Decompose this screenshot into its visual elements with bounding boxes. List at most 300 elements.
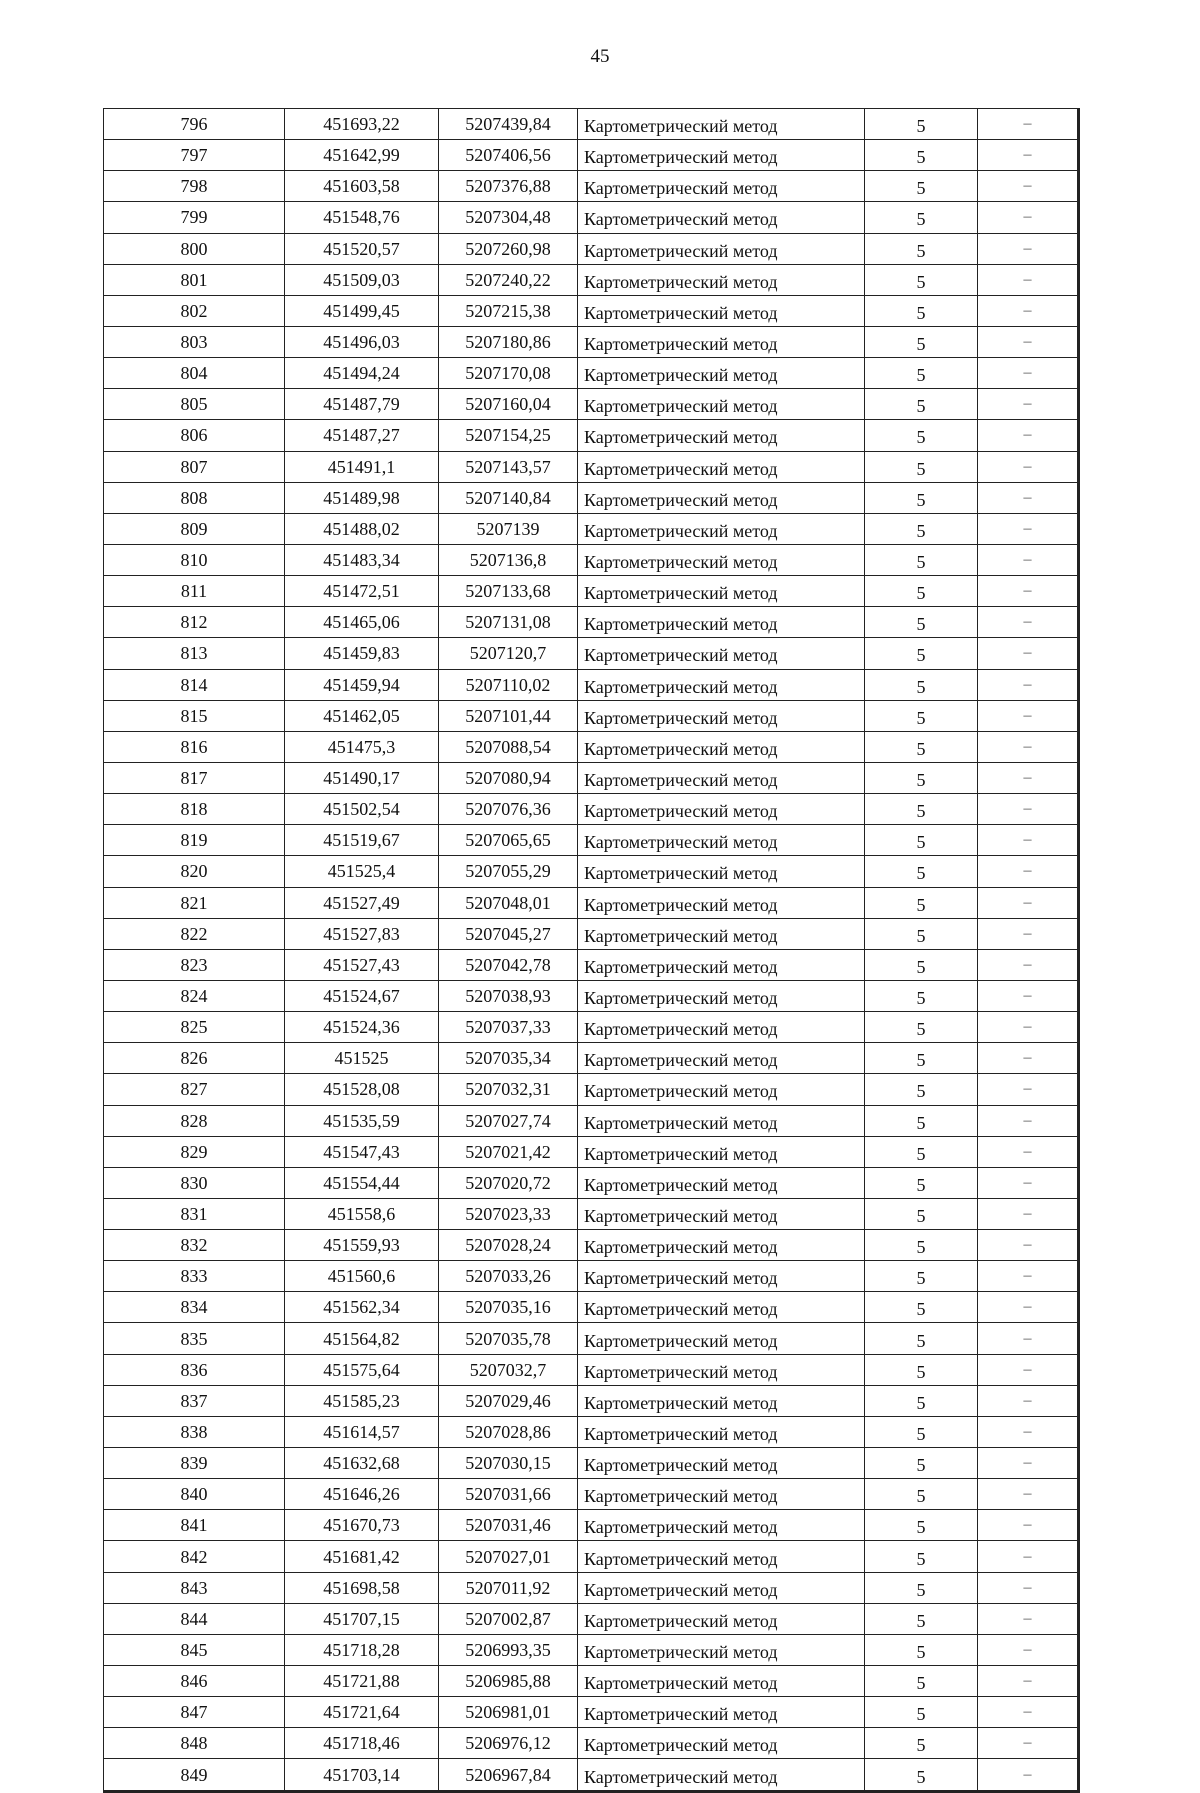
note-cell: – (978, 482, 1079, 513)
y-coordinate-cell: 5207021,42 (439, 1136, 578, 1167)
x-coordinate-cell: 451632,68 (285, 1448, 439, 1479)
point-number-cell: 835 (104, 1323, 285, 1354)
table-row (104, 856, 1079, 887)
note-cell: – (978, 1385, 1079, 1416)
note-cell: – (978, 669, 1079, 700)
x-coordinate-cell: 451564,82 (285, 1323, 439, 1354)
table-row (104, 1416, 1079, 1447)
x-coordinate-cell: 451472,51 (285, 576, 439, 607)
note-cell: – (978, 1448, 1079, 1479)
method-cell: Картометрический метод (578, 1385, 865, 1416)
point-number-cell: 829 (104, 1136, 285, 1167)
note-cell: – (978, 1167, 1079, 1198)
method-cell: Картометрический метод (578, 451, 865, 482)
y-coordinate-cell: 5207131,08 (439, 607, 578, 638)
point-number-cell: 804 (104, 358, 285, 389)
note-cell: – (978, 576, 1079, 607)
note-cell: – (978, 202, 1079, 233)
x-coordinate-cell: 451527,49 (285, 887, 439, 918)
table-row (104, 1354, 1079, 1385)
method-cell: Картометрический метод (578, 1230, 865, 1261)
point-number-cell: 810 (104, 544, 285, 575)
table-row (104, 607, 1079, 638)
point-number-cell: 811 (104, 576, 285, 607)
x-coordinate-cell: 451459,83 (285, 638, 439, 669)
note-cell: – (978, 1666, 1079, 1697)
y-coordinate-cell: 5207240,22 (439, 264, 578, 295)
point-number-cell: 805 (104, 389, 285, 420)
method-cell: Картометрический метод (578, 762, 865, 793)
accuracy-cell: 5 (865, 482, 978, 513)
note-cell: – (978, 731, 1079, 762)
table-row (104, 544, 1079, 575)
x-coordinate-cell: 451548,76 (285, 202, 439, 233)
y-coordinate-cell: 5207038,93 (439, 980, 578, 1011)
table-row (104, 1074, 1079, 1105)
accuracy-cell: 5 (865, 1510, 978, 1541)
method-cell: Картометрический метод (578, 794, 865, 825)
point-number-cell: 822 (104, 918, 285, 949)
method-cell: Картометрический метод (578, 1697, 865, 1728)
point-number-cell: 848 (104, 1728, 285, 1759)
y-coordinate-cell: 5207035,34 (439, 1043, 578, 1074)
method-cell: Картометрический метод (578, 1323, 865, 1354)
note-cell: – (978, 1292, 1079, 1323)
point-number-cell: 812 (104, 607, 285, 638)
note-cell: – (978, 1323, 1079, 1354)
y-coordinate-cell: 5207023,33 (439, 1198, 578, 1229)
accuracy-cell: 5 (865, 1572, 978, 1603)
y-coordinate-cell: 5207180,86 (439, 326, 578, 357)
accuracy-cell: 5 (865, 1634, 978, 1665)
point-number-cell: 828 (104, 1105, 285, 1136)
y-coordinate-cell: 5207133,68 (439, 576, 578, 607)
point-number-cell: 839 (104, 1448, 285, 1479)
accuracy-cell: 5 (865, 389, 978, 420)
y-coordinate-cell: 5207031,66 (439, 1479, 578, 1510)
point-number-cell: 837 (104, 1385, 285, 1416)
note-cell: – (978, 1074, 1079, 1105)
table-row (104, 1448, 1079, 1479)
note-cell: – (978, 607, 1079, 638)
y-coordinate-cell: 5207042,78 (439, 949, 578, 980)
point-number-cell: 836 (104, 1354, 285, 1385)
accuracy-cell: 5 (865, 451, 978, 482)
table-row (104, 140, 1079, 171)
point-number-cell: 803 (104, 326, 285, 357)
note-cell: – (978, 451, 1079, 482)
accuracy-cell: 5 (865, 1354, 978, 1385)
x-coordinate-cell: 451519,67 (285, 825, 439, 856)
method-cell: Картометрический метод (578, 1136, 865, 1167)
y-coordinate-cell: 5207037,33 (439, 1012, 578, 1043)
accuracy-cell: 5 (865, 1666, 978, 1697)
y-coordinate-cell: 5207028,86 (439, 1416, 578, 1447)
method-cell: Картометрический метод (578, 1167, 865, 1198)
y-coordinate-cell: 5207406,56 (439, 140, 578, 171)
method-cell: Картометрический метод (578, 326, 865, 357)
x-coordinate-cell: 451718,46 (285, 1728, 439, 1759)
x-coordinate-cell: 451502,54 (285, 794, 439, 825)
method-cell: Картометрический метод (578, 1603, 865, 1634)
note-cell: – (978, 1416, 1079, 1447)
y-coordinate-cell: 5207011,92 (439, 1572, 578, 1603)
accuracy-cell: 5 (865, 1416, 978, 1447)
point-number-cell: 798 (104, 171, 285, 202)
y-coordinate-cell: 5207160,04 (439, 389, 578, 420)
method-cell: Картометрический метод (578, 887, 865, 918)
method-cell: Картометрический метод (578, 1043, 865, 1074)
table-row (104, 1728, 1079, 1759)
note-cell: – (978, 1261, 1079, 1292)
y-coordinate-cell: 5207439,84 (439, 109, 578, 140)
note-cell: – (978, 1541, 1079, 1572)
y-coordinate-cell: 5207154,25 (439, 420, 578, 451)
accuracy-cell: 5 (865, 669, 978, 700)
table-row (104, 1167, 1079, 1198)
table-row (104, 1198, 1079, 1229)
x-coordinate-cell: 451721,88 (285, 1666, 439, 1697)
method-cell: Картометрический метод (578, 700, 865, 731)
method-cell: Картометрический метод (578, 1666, 865, 1697)
point-number-cell: 814 (104, 669, 285, 700)
x-coordinate-cell: 451489,98 (285, 482, 439, 513)
x-coordinate-cell: 451488,02 (285, 513, 439, 544)
table-row (104, 1541, 1079, 1572)
accuracy-cell: 5 (865, 1759, 978, 1791)
x-coordinate-cell: 451491,1 (285, 451, 439, 482)
table-row (104, 1666, 1079, 1697)
method-cell: Картометрический метод (578, 980, 865, 1011)
y-coordinate-cell: 5207170,08 (439, 358, 578, 389)
point-number-cell: 827 (104, 1074, 285, 1105)
table-row (104, 1230, 1079, 1261)
x-coordinate-cell: 451496,03 (285, 326, 439, 357)
x-coordinate-cell: 451459,94 (285, 669, 439, 700)
x-coordinate-cell: 451527,43 (285, 949, 439, 980)
note-cell: – (978, 1634, 1079, 1665)
table-row (104, 731, 1079, 762)
x-coordinate-cell: 451693,22 (285, 109, 439, 140)
table-row (104, 482, 1079, 513)
note-cell: – (978, 980, 1079, 1011)
table-row (104, 264, 1079, 295)
y-coordinate-cell: 5207035,16 (439, 1292, 578, 1323)
table-row (104, 576, 1079, 607)
point-number-cell: 849 (104, 1759, 285, 1791)
point-number-cell: 800 (104, 233, 285, 264)
point-number-cell: 824 (104, 980, 285, 1011)
point-number-cell: 845 (104, 1634, 285, 1665)
y-coordinate-cell: 5207002,87 (439, 1603, 578, 1634)
method-cell: Картометрический метод (578, 1261, 865, 1292)
x-coordinate-cell: 451465,06 (285, 607, 439, 638)
accuracy-cell: 5 (865, 358, 978, 389)
point-number-cell: 842 (104, 1541, 285, 1572)
x-coordinate-cell: 451483,34 (285, 544, 439, 575)
method-cell: Картометрический метод (578, 1448, 865, 1479)
x-coordinate-cell: 451527,83 (285, 918, 439, 949)
point-number-cell: 823 (104, 949, 285, 980)
note-cell: – (978, 295, 1079, 326)
table-row (104, 638, 1079, 669)
x-coordinate-cell: 451524,67 (285, 980, 439, 1011)
accuracy-cell: 5 (865, 1448, 978, 1479)
table-row (104, 1105, 1079, 1136)
table-row (104, 1043, 1079, 1074)
accuracy-cell: 5 (865, 918, 978, 949)
x-coordinate-cell: 451698,58 (285, 1572, 439, 1603)
accuracy-cell: 5 (865, 171, 978, 202)
y-coordinate-cell: 5207304,48 (439, 202, 578, 233)
note-cell: – (978, 1136, 1079, 1167)
method-cell: Картометрический метод (578, 264, 865, 295)
x-coordinate-cell: 451487,79 (285, 389, 439, 420)
accuracy-cell: 5 (865, 326, 978, 357)
note-cell: – (978, 1759, 1079, 1791)
table-row (104, 1572, 1079, 1603)
accuracy-cell: 5 (865, 264, 978, 295)
method-cell: Картометрический метод (578, 513, 865, 544)
table-row (104, 794, 1079, 825)
point-number-cell: 833 (104, 1261, 285, 1292)
x-coordinate-cell: 451520,57 (285, 233, 439, 264)
y-coordinate-cell: 5207033,26 (439, 1261, 578, 1292)
method-cell: Картометрический метод (578, 1479, 865, 1510)
table-row (104, 949, 1079, 980)
table-row (104, 887, 1079, 918)
accuracy-cell: 5 (865, 1136, 978, 1167)
note-cell: – (978, 1697, 1079, 1728)
method-cell: Картометрический метод (578, 544, 865, 575)
coordinates-table-body (104, 109, 1079, 1792)
accuracy-cell: 5 (865, 949, 978, 980)
accuracy-cell: 5 (865, 233, 978, 264)
table-row (104, 700, 1079, 731)
accuracy-cell: 5 (865, 887, 978, 918)
point-number-cell: 802 (104, 295, 285, 326)
method-cell: Картометрический метод (578, 1105, 865, 1136)
accuracy-cell: 5 (865, 1261, 978, 1292)
point-number-cell: 838 (104, 1416, 285, 1447)
accuracy-cell: 5 (865, 980, 978, 1011)
accuracy-cell: 5 (865, 202, 978, 233)
table-row (104, 451, 1079, 482)
note-cell: – (978, 762, 1079, 793)
table-row (104, 1697, 1079, 1728)
method-cell: Картометрический метод (578, 420, 865, 451)
note-cell: – (978, 1198, 1079, 1229)
x-coordinate-cell: 451681,42 (285, 1541, 439, 1572)
note-cell: – (978, 1603, 1079, 1634)
point-number-cell: 815 (104, 700, 285, 731)
method-cell: Картометрический метод (578, 638, 865, 669)
y-coordinate-cell: 5206976,12 (439, 1728, 578, 1759)
point-number-cell: 809 (104, 513, 285, 544)
y-coordinate-cell: 5207076,36 (439, 794, 578, 825)
method-cell: Картометрический метод (578, 358, 865, 389)
y-coordinate-cell: 5207101,44 (439, 700, 578, 731)
y-coordinate-cell: 5207028,24 (439, 1230, 578, 1261)
table-row (104, 1385, 1079, 1416)
y-coordinate-cell: 5206981,01 (439, 1697, 578, 1728)
x-coordinate-cell: 451670,73 (285, 1510, 439, 1541)
note-cell: – (978, 700, 1079, 731)
table-row (104, 1759, 1079, 1791)
method-cell: Картометрический метод (578, 1292, 865, 1323)
x-coordinate-cell: 451554,44 (285, 1167, 439, 1198)
table-row (104, 109, 1079, 140)
table-row (104, 389, 1079, 420)
table-row (104, 420, 1079, 451)
note-cell: – (978, 1012, 1079, 1043)
note-cell: – (978, 949, 1079, 980)
method-cell: Картометрический метод (578, 607, 865, 638)
method-cell: Картометрический метод (578, 233, 865, 264)
note-cell: – (978, 1230, 1079, 1261)
accuracy-cell: 5 (865, 856, 978, 887)
y-coordinate-cell: 5207260,98 (439, 233, 578, 264)
accuracy-cell: 5 (865, 1603, 978, 1634)
table-row (104, 1261, 1079, 1292)
point-number-cell: 821 (104, 887, 285, 918)
point-number-cell: 807 (104, 451, 285, 482)
accuracy-cell: 5 (865, 762, 978, 793)
x-coordinate-cell: 451525,4 (285, 856, 439, 887)
table-row (104, 669, 1079, 700)
accuracy-cell: 5 (865, 1012, 978, 1043)
x-coordinate-cell: 451575,64 (285, 1354, 439, 1385)
method-cell: Картометрический метод (578, 202, 865, 233)
y-coordinate-cell: 5206985,88 (439, 1666, 578, 1697)
table-row (104, 358, 1079, 389)
y-coordinate-cell: 5207027,01 (439, 1541, 578, 1572)
note-cell: – (978, 638, 1079, 669)
note-cell: – (978, 326, 1079, 357)
note-cell: – (978, 825, 1079, 856)
method-cell: Картометрический метод (578, 918, 865, 949)
note-cell: – (978, 1354, 1079, 1385)
x-coordinate-cell: 451524,36 (285, 1012, 439, 1043)
method-cell: Картометрический метод (578, 1198, 865, 1229)
table-row (104, 1603, 1079, 1634)
x-coordinate-cell: 451585,23 (285, 1385, 439, 1416)
point-number-cell: 847 (104, 1697, 285, 1728)
table-row (104, 295, 1079, 326)
note-cell: – (978, 109, 1079, 140)
point-number-cell: 844 (104, 1603, 285, 1634)
x-coordinate-cell: 451703,14 (285, 1759, 439, 1791)
table-row (104, 762, 1079, 793)
y-coordinate-cell: 5207048,01 (439, 887, 578, 918)
note-cell: – (978, 389, 1079, 420)
accuracy-cell: 5 (865, 295, 978, 326)
table-row (104, 326, 1079, 357)
table-row (104, 1510, 1079, 1541)
note-cell: – (978, 1572, 1079, 1603)
accuracy-cell: 5 (865, 544, 978, 575)
note-cell: – (978, 1479, 1079, 1510)
x-coordinate-cell: 451558,6 (285, 1198, 439, 1229)
point-number-cell: 826 (104, 1043, 285, 1074)
x-coordinate-cell: 451462,05 (285, 700, 439, 731)
accuracy-cell: 5 (865, 1323, 978, 1354)
accuracy-cell: 5 (865, 1074, 978, 1105)
point-number-cell: 843 (104, 1572, 285, 1603)
method-cell: Картометрический метод (578, 1012, 865, 1043)
table-row (104, 825, 1079, 856)
note-cell: – (978, 1510, 1079, 1541)
accuracy-cell: 5 (865, 1541, 978, 1572)
y-coordinate-cell: 5207027,74 (439, 1105, 578, 1136)
y-coordinate-cell: 5207080,94 (439, 762, 578, 793)
method-cell: Картометрический метод (578, 171, 865, 202)
accuracy-cell: 5 (865, 700, 978, 731)
table-row (104, 513, 1079, 544)
accuracy-cell: 5 (865, 1167, 978, 1198)
method-cell: Картометрический метод (578, 1541, 865, 1572)
page-number: 45 (590, 46, 610, 67)
accuracy-cell: 5 (865, 1697, 978, 1728)
method-cell: Картометрический метод (578, 856, 865, 887)
method-cell: Картометрический метод (578, 1728, 865, 1759)
method-cell: Картометрический метод (578, 109, 865, 140)
method-cell: Картометрический метод (578, 1416, 865, 1447)
point-number-cell: 819 (104, 825, 285, 856)
note-cell: – (978, 1105, 1079, 1136)
table-row (104, 1634, 1079, 1665)
point-number-cell: 806 (104, 420, 285, 451)
y-coordinate-cell: 5207029,46 (439, 1385, 578, 1416)
point-number-cell: 831 (104, 1198, 285, 1229)
table-row (104, 1479, 1079, 1510)
note-cell: – (978, 1043, 1079, 1074)
method-cell: Картометрический метод (578, 295, 865, 326)
y-coordinate-cell: 5207143,57 (439, 451, 578, 482)
point-number-cell: 813 (104, 638, 285, 669)
point-number-cell: 830 (104, 1167, 285, 1198)
point-number-cell: 832 (104, 1230, 285, 1261)
note-cell: – (978, 513, 1079, 544)
x-coordinate-cell: 451646,26 (285, 1479, 439, 1510)
y-coordinate-cell: 5207020,72 (439, 1167, 578, 1198)
x-coordinate-cell: 451528,08 (285, 1074, 439, 1105)
accuracy-cell: 5 (865, 638, 978, 669)
y-coordinate-cell: 5207136,8 (439, 544, 578, 575)
note-cell: – (978, 918, 1079, 949)
point-number-cell: 797 (104, 140, 285, 171)
x-coordinate-cell: 451642,99 (285, 140, 439, 171)
table-row (104, 171, 1079, 202)
point-number-cell: 801 (104, 264, 285, 295)
point-number-cell: 817 (104, 762, 285, 793)
y-coordinate-cell: 5207031,46 (439, 1510, 578, 1541)
method-cell: Картометрический метод (578, 1572, 865, 1603)
note-cell: – (978, 140, 1079, 171)
accuracy-cell: 5 (865, 825, 978, 856)
accuracy-cell: 5 (865, 576, 978, 607)
accuracy-cell: 5 (865, 1385, 978, 1416)
y-coordinate-cell: 5207215,38 (439, 295, 578, 326)
accuracy-cell: 5 (865, 607, 978, 638)
note-cell: – (978, 171, 1079, 202)
method-cell: Картометрический метод (578, 1510, 865, 1541)
point-number-cell: 846 (104, 1666, 285, 1697)
point-number-cell: 796 (104, 109, 285, 140)
table-row (104, 918, 1079, 949)
accuracy-cell: 5 (865, 1479, 978, 1510)
y-coordinate-cell: 5206993,35 (439, 1634, 578, 1665)
